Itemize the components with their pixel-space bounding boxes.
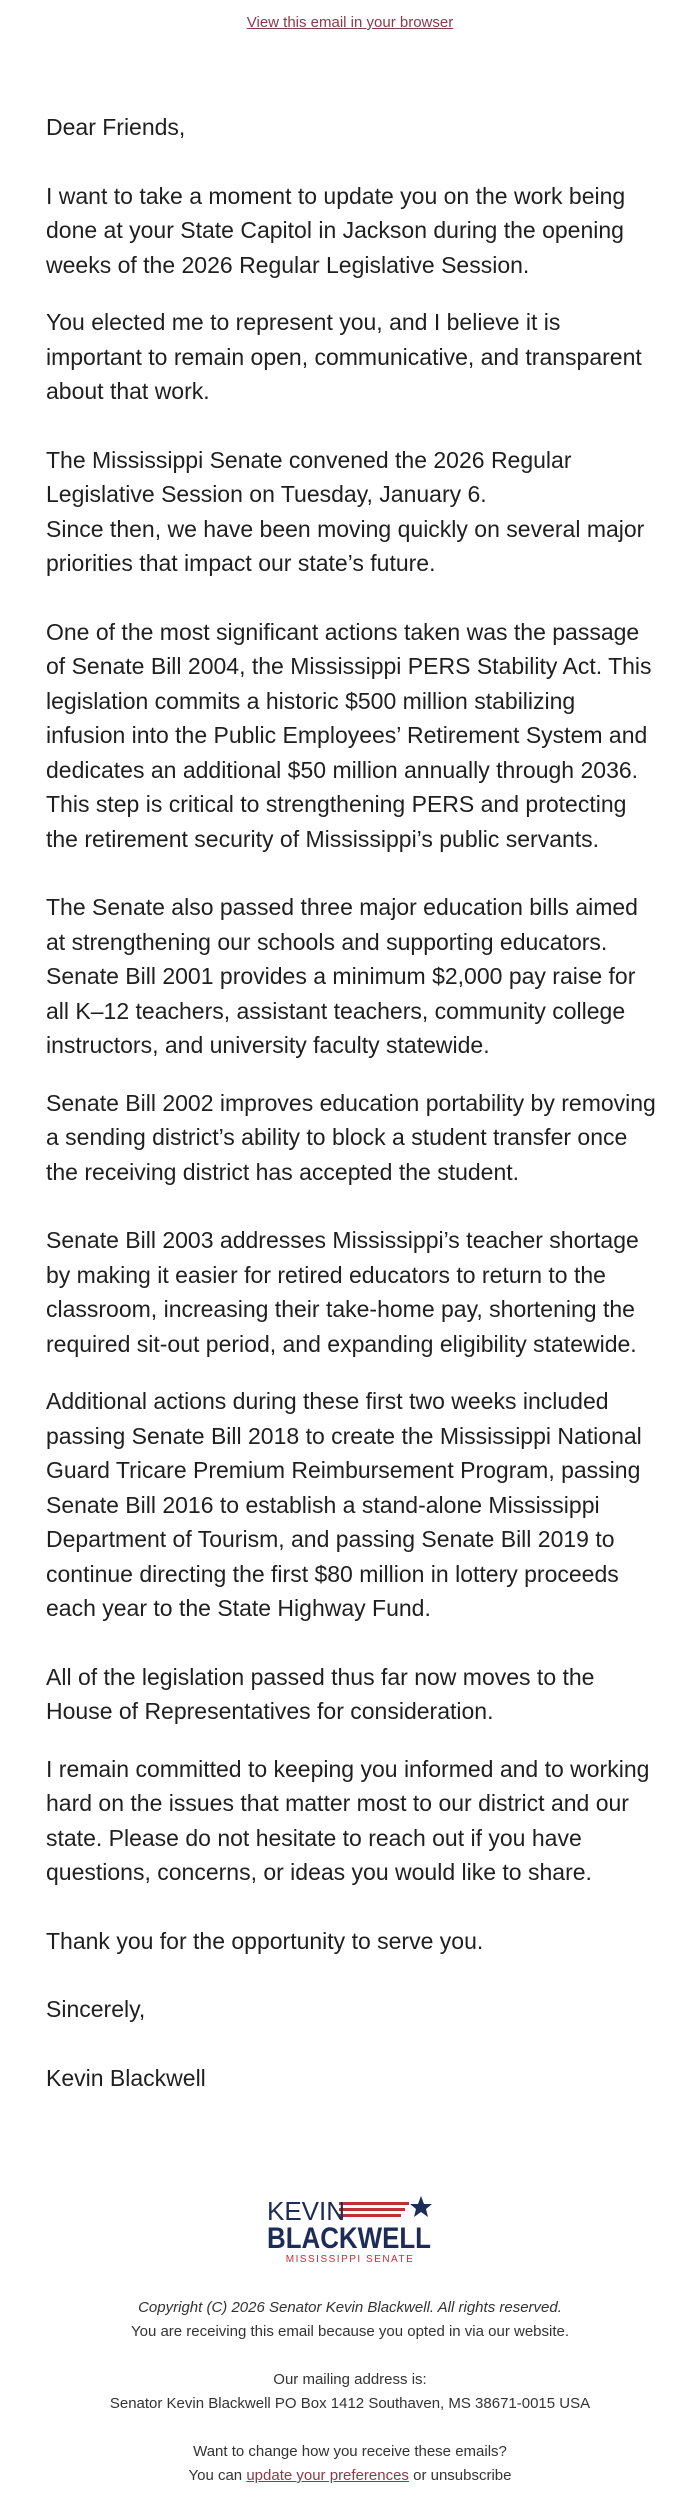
logo-first-name: KEVIN: [267, 2196, 346, 2226]
logo-graphic: [265, 2192, 435, 2268]
paragraph: You elected me to represent you, and I believe it is important to remain open, communicative, and transparent about that work.: [46, 309, 642, 404]
logo-stripe: [339, 2208, 405, 2211]
paragraph: Senate Bill 2002 improves education portability by removing a sending district’s ability to block a student transfer once the receiving district has accepted the student.: [46, 1089, 656, 1185]
paragraph: Since then, we have been moving quickly on several major priorities that impact our state’s future.: [46, 515, 645, 576]
paragraph: Senate Bill 2001 provides a minimum $2,000 pay raise for all K–12 teachers, assistant teachers, community college instructors, and university faculty statewide.: [46, 963, 636, 1058]
view-in-browser-bar: [0, 14, 700, 32]
logo-stripe: [339, 2214, 401, 2217]
mailing-address: Senator Kevin Blackwell PO Box 1412 Southaven, MS 38671-0015 USA: [109, 2395, 591, 2412]
logo-last-name: BLACKWELL: [267, 2222, 431, 2255]
preferences-line: [0, 2464, 700, 2488]
you-can-text: You can: [188, 2467, 243, 2484]
paragraph: The Mississippi Senate convened the 2026 Regular Legislative Session on Tuesday, January 6.: [46, 446, 572, 507]
logo-subtitle: MISSISSIPPI SENATE: [285, 2254, 415, 2265]
closing: Sincerely,: [46, 1996, 146, 2022]
paragraph: Senate Bill 2003 addresses Mississippi’s teacher shortage by making it easier for retired educators to return to the classroom, increasing their take-home pay, shortening the required sit-out period, and expanding eligibility statewide.: [46, 1227, 639, 1357]
update-preferences-link[interactable]: update your preferences: [246, 2467, 409, 2484]
paragraph: The Senate also passed three major education bills aimed at strengthening our schools and supporting educators.: [46, 894, 638, 955]
paragraph: I want to take a moment to update you on the work being done at your State Capitol in Jackson during the opening weeks of the 2026 Regular Legislative Session.: [46, 182, 626, 278]
paragraph: I remain committed to keeping you informed and to working hard on the issues that matter most to our district and our state. Please do not hesitate to reach out if you have questions, concerns, or ideas you would like to share.: [46, 1755, 650, 1885]
view-in-browser-link[interactable]: View this email in your browser: [246, 14, 454, 31]
paragraph: Additional actions during these first two weeks included passing Senate Bill 2018 to create the Mississippi National Guard Tricare Premium Reimbursement Program, passing Senate Bill 2016 to establish a stand-alone Mississippi Department of Tourism, and passing Senate Bill 2019 to continue directing the first $80 million in lottery proceeds each year to the State Highway Fund.: [46, 1388, 642, 1621]
email-footer: [0, 2296, 700, 2488]
unsubscribe-text: or unsubscribe: [413, 2467, 512, 2484]
change-question: Want to change how you receive these emails?: [193, 2443, 507, 2460]
copyright-text: Copyright (C) 2026 Senator Kevin Blackwell. All rights reserved.: [138, 2299, 562, 2316]
letter-body: [46, 110, 660, 2095]
mailing-address-label: Our mailing address is:: [273, 2371, 427, 2388]
star-icon: [410, 2196, 432, 2217]
paragraph: All of the legislation passed thus far now moves to the House of Representatives for consideration.: [46, 1663, 595, 1724]
paragraph: Thank you for the opportunity to serve you.: [46, 1927, 484, 1954]
greeting: Dear Friends,: [46, 114, 186, 140]
kevin-blackwell-logo: [0, 2192, 700, 2268]
logo-stripe: [339, 2202, 409, 2205]
signature: Kevin Blackwell: [46, 2064, 206, 2091]
receiving-reason: You are receiving this email because you opted in via our website.: [130, 2323, 570, 2340]
paragraph: One of the most significant actions taken was the passage of Senate Bill 2004, the Mississippi PERS Stability Act. This legislation commits a historic $500 million stabilizing infusion into the Public Employees’ Retirement System and dedicates an additional $50 million annually through 2036. This step is critical to strengthening PERS and protecting the retirement security of Mississippi’s public servants.: [46, 618, 652, 852]
